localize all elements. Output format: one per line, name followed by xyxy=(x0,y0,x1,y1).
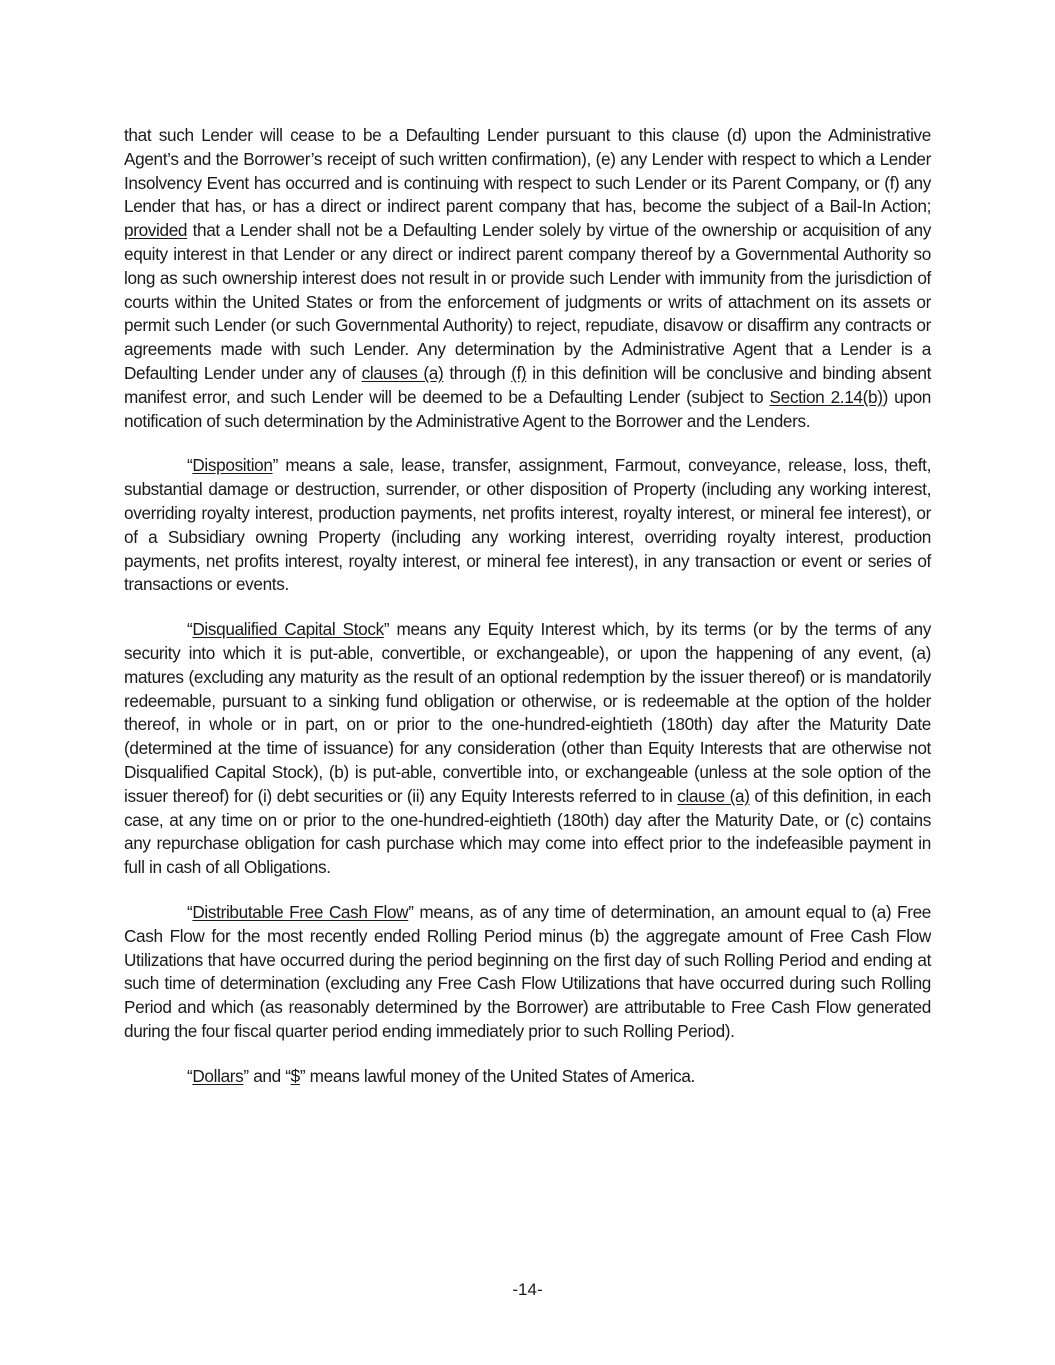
defined-term-reference: Disposition xyxy=(192,455,273,476)
defined-term-reference: Distributable Free Cash Flow xyxy=(192,901,409,922)
defined-term-reference: provided xyxy=(124,220,188,241)
paragraph-disposition xyxy=(124,454,931,597)
text-segment: “ xyxy=(187,1065,193,1086)
defined-term-reference: $ xyxy=(290,1065,300,1086)
text-segment: that a Lender shall not be a Defaulting Lender solely by virtue of the ownership or acquisition of any equity interest in that Lender or any direct or indirect parent company thereof by a Governmental Authority so long as such ownership interest does not result in or provide such Lender with immunity from the jurisdiction of courts within the United States or from the enforcement of judgments or writs of attachment on its assets or permit such Lender (or such Governmental Authority) to reject, repudiate, disavow or disaffirm any contracts or agreements made with such Lender. Any determination by the Administrative Agent that a Lender is a Defaulting Lender under any of xyxy=(124,220,931,383)
text-segment: ” means any Equity Interest which, by its terms (or by the terms of any security into which it is put-able, convertible, or exchangeable), or upon the happening of any event, (a) matures (excluding any maturity as the result of an optional redemption by the issuer thereof) or is mandatorily redeemable, pursuant to a sinking fund obligation or otherwise, or is redeemable at the option of the holder thereof, in whole or in part, on or prior to the one-hundred-eightieth (180th) day after the Maturity Date (determined at the time of issuance) for any consideration (other than Equity Interests that are otherwise not Disqualified Capital Stock), (b) is put-able, convertible into, or exchangeable (unless at the sole option of the issuer thereof) for (i) debt securities or (ii) any Equity Interests referred to in xyxy=(124,619,931,806)
defined-term-reference: clause (a) xyxy=(677,785,750,806)
page-number: -14- xyxy=(512,1280,543,1299)
paragraph-distributable-free-cash-flow xyxy=(124,901,931,1044)
text-segment: ” means, as of any time of determination, an amount equal to (a) Free Cash Flow for the most recently ended Rolling Period minus (b) the aggregate amount of Free Cash Flow Utilizations that have occurred during the period beginning on the first day of such Rolling Period and ending at such time of determination (excluding any Free Cash Flow Utilizations that have occurred during such Rolling Period and which (as reasonably determined by the Borrower) are attributable to Free Cash Flow generated during the four fiscal quarter period ending immediately prior to such Rolling Period). xyxy=(124,901,931,1041)
text-segment: ” means lawful money of the United States of America. xyxy=(299,1065,695,1086)
text-segment: ” and “ xyxy=(243,1065,291,1086)
paragraph-dollars xyxy=(124,1065,931,1089)
text-segment: ) upon notification of such determination by the Administrative Agent to the Borrower and the Lenders. xyxy=(124,386,931,431)
defined-term-reference: Section 2.14(b) xyxy=(769,386,883,407)
paragraph-disqualified-capital-stock xyxy=(124,618,931,880)
text-segment: of this definition, in each case, at any time on or prior to the one-hundred-eightieth (180th) day after the Maturity Date, or (c) contains any repurchase obligation for cash purchase which may come into effect prior to the indefeasible payment in full in cash of all Obligations. xyxy=(124,785,931,878)
text-segment: “ xyxy=(187,619,193,640)
text-segment: through xyxy=(443,362,512,383)
defined-term-reference: clauses (a) xyxy=(361,362,444,383)
text-segment: “ xyxy=(187,901,193,922)
defined-term-reference: Disqualified Capital Stock xyxy=(192,619,384,640)
document-page xyxy=(124,124,931,1109)
paragraph-defaulting-lender-continued xyxy=(124,124,931,433)
text-segment: that such Lender will cease to be a Defaulting Lender pursuant to this clause (d) upon the Administrative Agent’s and the Borrower’s receipt of such written confirmation), (e) any Lender with respect to which a Lender Insolvency Event has occurred and is continuing with respect to such Lender or its Parent Company, or (f) any Lender that has, or has a direct or indirect parent company that has, become the subject of a Bail-In Action; xyxy=(124,125,931,217)
defined-term-reference: Dollars xyxy=(192,1065,244,1086)
text-segment: in this definition will be conclusive and binding absent manifest error, and such Lender will be deemed to be a Defaulting Lender (subject to xyxy=(124,362,931,407)
defined-term-reference: (f) xyxy=(511,362,527,383)
text-segment: “ xyxy=(187,455,193,476)
text-segment: ” means a sale, lease, transfer, assignment, Farmout, conveyance, release, loss, theft, substantial damage or destruction, surrender, or other disposition of Property (including any working interest, overriding royalty interest, production payments, net profits interest, royalty interest, or mineral fee interest), or of a Subsidiary owning Property (including any working interest, overriding royalty interest, production payments, net profits interest, royalty interest, or mineral fee interest), in any transaction or event or series of transactions or events. xyxy=(124,455,931,595)
